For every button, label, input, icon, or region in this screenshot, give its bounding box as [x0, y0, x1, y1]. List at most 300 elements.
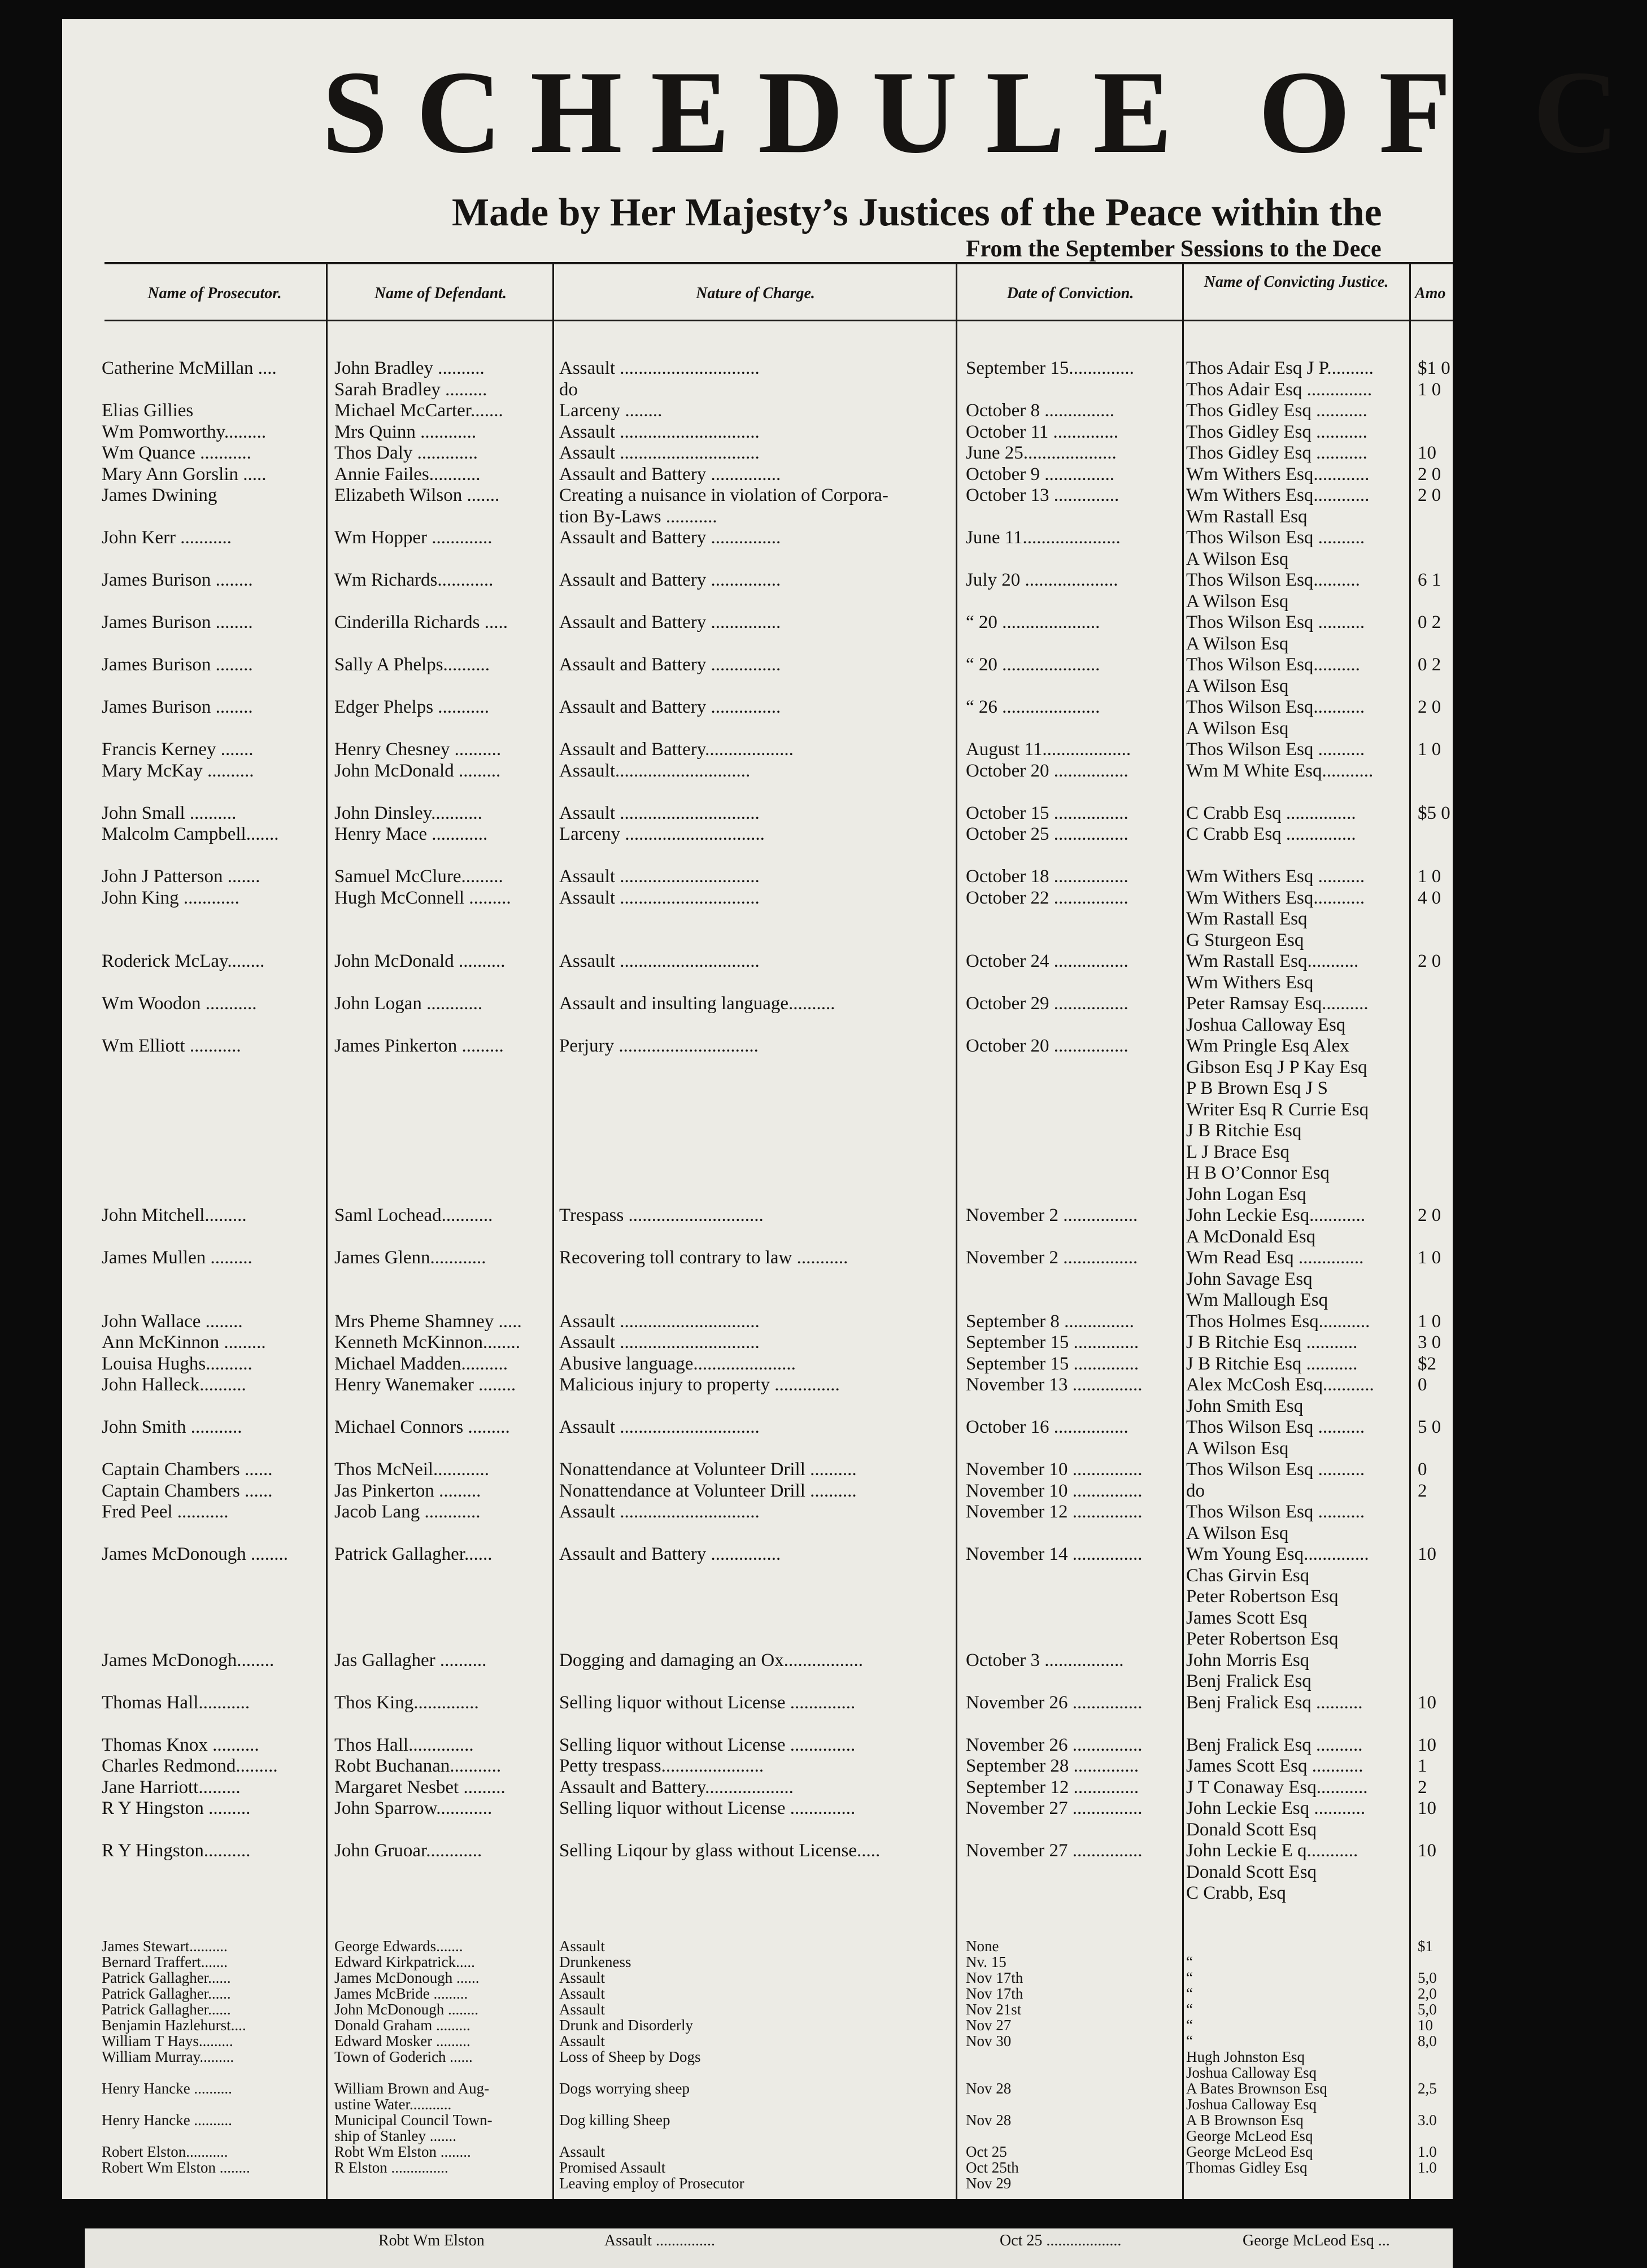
cell-amount: 10	[1418, 443, 1436, 463]
cell-prosecutor: John Mitchell.........	[102, 1205, 247, 1225]
cell-prosecutor: Henry Hancke ..........	[102, 2112, 232, 2129]
cell-prosecutor: Patrick Gallagher......	[102, 1985, 231, 2002]
cell-justice: Chas Girvin Esq	[1186, 1565, 1310, 1586]
cell-defendant: Donald Graham .........	[334, 2017, 470, 2034]
cell-justice: John Smith Esq	[1186, 1395, 1304, 1416]
cell-amount: 0	[1418, 1459, 1427, 1480]
cell-prosecutor: John Smith ...........	[102, 1417, 242, 1437]
cell-justice: Writer Esq R Currie Esq	[1186, 1099, 1369, 1120]
cell-charge: Selling liquor without License ..............	[559, 1798, 856, 1818]
cell-defendant: James McDonough ......	[334, 1969, 480, 1986]
cell-prosecutor: Fred Peel ...........	[102, 1502, 229, 1522]
cell-charge: Larceny ........	[559, 400, 663, 421]
cell-justice: John Savage Esq	[1186, 1268, 1313, 1289]
column-divider	[326, 262, 328, 2199]
cell-charge: Trespass .............................	[559, 1205, 764, 1225]
strip-charge: Assault ...............	[604, 2232, 715, 2249]
cell-justice: Thos Holmes Esq...........	[1186, 1311, 1370, 1332]
cell-date: July 20 ....................	[966, 570, 1118, 590]
cell-prosecutor: Malcolm Campbell.......	[102, 824, 279, 844]
cell-justice: Thos Wilson Esq ..........	[1186, 1459, 1365, 1480]
cell-charge: Assault and Battery...................	[559, 1777, 794, 1798]
cell-charge: Assault	[559, 1985, 605, 2002]
cell-date: October 25 ................	[966, 824, 1128, 844]
cell-justice: John Logan Esq	[1186, 1184, 1306, 1205]
cell-charge: Assault	[559, 2033, 605, 2049]
cell-defendant: Hugh McConnell .........	[334, 887, 511, 908]
cell-defendant: Henry Wanemaker ........	[334, 1375, 516, 1395]
cell-justice: Wm Withers Esq ..........	[1186, 866, 1365, 887]
cell-defendant: Sally A Phelps..........	[334, 655, 490, 675]
cell-amount: 10	[1418, 1692, 1436, 1713]
cell-date: Oct 25	[966, 2143, 1007, 2160]
cell-prosecutor: John Small ..........	[102, 802, 237, 823]
cell-charge: Drunk and Disorderly	[559, 2017, 693, 2034]
cell-charge: Assault and Battery ...............	[559, 527, 781, 548]
cell-justice: P B Brown Esq J S	[1186, 1078, 1328, 1098]
cell-charge: Dogs worrying sheep	[559, 2080, 690, 2097]
cell-justice: Wm Rastall Esq	[1186, 506, 1308, 527]
cell-defendant: Michael Madden..........	[334, 1353, 508, 1374]
cell-amount: $5 0	[1418, 802, 1450, 823]
cell-defendant: Sarah Bradley .........	[334, 379, 487, 400]
cell-date: November 27 ...............	[966, 1798, 1143, 1818]
header-defendant: Name of Defendant.	[374, 285, 507, 302]
page-subtitle: Made by Her Majesty’s Justices of the Peace within the	[452, 191, 1382, 234]
cell-justice: Thos Wilson Esq ..........	[1186, 527, 1365, 548]
cell-justice: Joshua Calloway Esq	[1186, 1014, 1346, 1035]
cell-prosecutor: Thomas Hall...........	[102, 1692, 250, 1713]
cell-charge: Promised Assault	[559, 2159, 666, 2176]
cell-charge: tion By-Laws ...........	[559, 506, 717, 527]
cell-defendant: Margaret Nesbet .........	[334, 1777, 506, 1798]
cell-date: “ 20 .....................	[966, 612, 1100, 633]
cell-defendant: Cinderilla Richards .....	[334, 612, 508, 633]
cell-charge: Assault	[559, 2001, 605, 2018]
page-title: SCHEDULE OF C	[322, 47, 1647, 178]
cell-charge: Perjury ..............................	[559, 1036, 759, 1056]
cell-prosecutor: R Y Hingston .........	[102, 1798, 251, 1818]
cell-charge: Assault and Battery ...............	[559, 570, 781, 590]
cell-amount: 2 0	[1418, 1205, 1441, 1225]
cell-charge: Selling liquor without License ..............	[559, 1692, 856, 1713]
cell-justice: G Sturgeon Esq	[1186, 930, 1304, 950]
cell-defendant: Henry Mace ............	[334, 824, 488, 844]
cell-prosecutor: Catherine McMillan ....	[102, 358, 277, 378]
cell-justice: “	[1186, 1953, 1193, 1970]
cell-defendant: Saml Lochead...........	[334, 1205, 493, 1225]
cell-justice: Wm Read Esq ..............	[1186, 1248, 1364, 1268]
cell-amount: 10	[1418, 1798, 1436, 1818]
cell-date: “ 20 .....................	[966, 655, 1100, 675]
cell-date: Nov 30	[966, 2033, 1012, 2049]
cell-charge: Assault ..............................	[559, 443, 760, 463]
cell-justice: H B O’Connor Esq	[1186, 1163, 1330, 1183]
cell-justice: A McDonald Esq	[1186, 1226, 1316, 1247]
cell-defendant: Edger Phelps ...........	[334, 697, 490, 717]
cell-defendant: Thos King..............	[334, 1692, 479, 1713]
header-justice: Name of Convicting Justice.	[1204, 273, 1389, 291]
cell-date: Nov 28	[966, 2112, 1012, 2129]
cell-justice: Thos Wilson Esq...........	[1186, 697, 1365, 717]
cell-prosecutor: Elias Gillies	[102, 400, 194, 421]
cell-date: October 18 ................	[966, 866, 1128, 887]
cell-prosecutor: James McDonough ........	[102, 1544, 288, 1564]
cell-justice: Thos Wilson Esq..........	[1186, 570, 1360, 590]
cell-defendant: Edward Mosker .........	[334, 2033, 470, 2049]
cell-amount: 2 0	[1418, 951, 1441, 971]
cell-prosecutor: James Dwining	[102, 485, 217, 505]
cell-defendant: Patrick Gallagher......	[334, 1544, 493, 1564]
cell-charge: Assault.............................	[559, 760, 751, 781]
cell-justice: Donald Scott Esq	[1186, 1819, 1317, 1840]
cell-justice: “	[1186, 1969, 1193, 1986]
cell-charge: Selling liquor without License ..............	[559, 1734, 856, 1755]
cell-amount: 6 1	[1418, 570, 1441, 590]
cell-date: Nov 17th	[966, 1969, 1023, 1986]
cell-defendant: Kenneth McKinnon........	[334, 1332, 521, 1353]
cell-defendant: Jas Pinkerton .........	[334, 1480, 481, 1501]
cell-justice: John Morris Esq	[1186, 1650, 1310, 1671]
cell-justice: Benj Fralick Esq ..........	[1186, 1734, 1363, 1755]
strip-defendant: Robt Wm Elston	[378, 2232, 485, 2249]
cell-date: November 27 ...............	[966, 1840, 1143, 1861]
cell-charge: Assault ..............................	[559, 421, 760, 442]
cell-charge: Nonattendance at Volunteer Drill ..........	[559, 1480, 857, 1501]
cell-prosecutor: Patrick Gallagher......	[102, 2001, 231, 2018]
cell-defendant: Municipal Council Town-	[334, 2112, 493, 2129]
cell-date: November 26 ...............	[966, 1734, 1143, 1755]
cell-prosecutor: James Stewart..........	[102, 1938, 228, 1955]
cell-justice: J B Ritchie Esq	[1186, 1120, 1302, 1141]
cell-date: November 2 ................	[966, 1205, 1138, 1225]
cell-charge: Assault ..............................	[559, 951, 760, 971]
cell-prosecutor: Wm Quance ...........	[102, 443, 251, 463]
cell-prosecutor: Captain Chambers ......	[102, 1480, 273, 1501]
cell-charge: Abusive language......................	[559, 1353, 796, 1374]
cell-justice: Wm Withers Esq............	[1186, 485, 1370, 505]
cell-charge: Assault	[559, 1938, 605, 1955]
cell-charge: Assault and insulting language..........	[559, 993, 835, 1014]
cell-justice: J B Ritchie Esq ...........	[1186, 1353, 1358, 1374]
cell-amount: 10	[1418, 1734, 1436, 1755]
cell-charge: Dogging and damaging an Ox.................	[559, 1650, 864, 1671]
cell-amount: 2 0	[1418, 464, 1441, 485]
cell-justice: Thos Gidley Esq ...........	[1186, 400, 1367, 421]
cell-charge: Assault ..............................	[559, 1332, 760, 1353]
cell-amount: 3.0	[1418, 2112, 1437, 2129]
cell-justice: Hugh Johnston Esq	[1186, 2048, 1305, 2065]
cell-date: Nov 29	[966, 2175, 1012, 2192]
cell-date: Nov 28	[966, 2080, 1012, 2097]
cell-amount: 2,5	[1418, 2080, 1437, 2097]
cell-defendant: Robt Buchanan...........	[334, 1756, 502, 1776]
cell-date: September 8 ...............	[966, 1311, 1134, 1332]
cell-amount: 2 0	[1418, 485, 1441, 505]
cell-justice: John Leckie E q...........	[1186, 1840, 1358, 1861]
cell-justice: Thos Wilson Esq ..........	[1186, 1417, 1365, 1437]
cell-date: October 24 ................	[966, 951, 1128, 971]
cell-prosecutor: John Wallace ........	[102, 1311, 243, 1332]
cell-defendant: Henry Chesney ..........	[334, 739, 502, 760]
cell-justice: Wm M White Esq...........	[1186, 760, 1374, 781]
cell-amount: 10	[1418, 2017, 1433, 2034]
cell-justice: C Crabb, Esq	[1186, 1883, 1286, 1903]
cell-justice: Wm Pringle Esq Alex	[1186, 1036, 1349, 1056]
cell-charge: Assault and Battery ...............	[559, 655, 781, 675]
cell-date: None	[966, 1938, 999, 1955]
cell-amount: 1 0	[1418, 1311, 1441, 1332]
cell-prosecutor: Captain Chambers ......	[102, 1459, 273, 1480]
cell-justice: A Wilson Esq	[1186, 548, 1289, 569]
cell-defendant: James Glenn............	[334, 1248, 486, 1268]
cell-charge: Larceny ..............................	[559, 824, 765, 844]
cell-amount: 4 0	[1418, 887, 1441, 908]
cell-date: October 22 ................	[966, 887, 1128, 908]
cell-charge: Assault ..............................	[559, 1502, 760, 1522]
cell-charge: Dog killing Sheep	[559, 2112, 670, 2129]
cell-justice: Wm Withers Esq............	[1186, 464, 1370, 485]
cell-charge: Assault and Battery ...............	[559, 464, 781, 485]
cell-justice: Wm Mallough Esq	[1186, 1290, 1328, 1310]
next-page-strip	[85, 2228, 1453, 2268]
cell-justice: Thos Gidley Esq ...........	[1186, 443, 1367, 463]
cell-justice: Joshua Calloway Esq	[1186, 2064, 1317, 2081]
header-date: Date of Conviction.	[1006, 285, 1134, 302]
cell-prosecutor: Wm Woodon ...........	[102, 993, 257, 1014]
cell-justice: Thos Wilson Esq ..........	[1186, 739, 1365, 760]
cell-justice: L J Brace Esq	[1186, 1141, 1289, 1162]
cell-charge: Assault and Battery...................	[559, 739, 794, 760]
cell-justice: Thos Adair Esq ..............	[1186, 379, 1372, 400]
period-line: From the September Sessions to the Dece	[966, 236, 1382, 262]
cell-amount: 1 0	[1418, 1248, 1441, 1268]
cell-justice: J T Conaway Esq...........	[1186, 1777, 1368, 1798]
cell-prosecutor: Thomas Knox ..........	[102, 1734, 259, 1755]
cell-defendant: Town of Goderich ......	[334, 2048, 473, 2065]
cell-amount: 3 0	[1418, 1332, 1441, 1353]
cell-defendant: James Pinkerton .........	[334, 1036, 504, 1056]
cell-amount: 10	[1418, 1840, 1436, 1861]
cell-amount: 1 0	[1418, 379, 1441, 400]
cell-date: Oct 25th	[966, 2159, 1019, 2176]
cell-prosecutor: Robert Elston...........	[102, 2143, 228, 2160]
column-divider	[1182, 262, 1184, 2199]
cell-date: Nov 21st	[966, 2001, 1022, 2018]
cell-prosecutor: James Mullen .........	[102, 1248, 252, 1268]
cell-prosecutor: James Burison ........	[102, 655, 253, 675]
cell-justice: A Wilson Esq	[1186, 718, 1289, 739]
cell-defendant: ship of Stanley .......	[334, 2127, 456, 2144]
cell-amount: $1	[1418, 1938, 1433, 1955]
cell-prosecutor: John J Patterson .......	[102, 866, 260, 887]
cell-amount: 1.0	[1418, 2143, 1437, 2160]
cell-defendant: R Elston ...............	[334, 2159, 448, 2176]
cell-defendant: Mrs Quinn ............	[334, 421, 477, 442]
cell-justice: A Wilson Esq	[1186, 633, 1289, 654]
cell-justice: A Bates Brownson Esq	[1186, 2080, 1327, 2097]
cell-date: September 15 ..............	[966, 1353, 1139, 1374]
cell-amount: 2 0	[1418, 697, 1441, 717]
cell-date: June 11.....................	[966, 527, 1121, 548]
cell-amount: 5,0	[1418, 1969, 1437, 1986]
cell-defendant: John McDonald .........	[334, 760, 501, 781]
cell-prosecutor: William Murray.........	[102, 2048, 234, 2065]
cell-prosecutor: John Halleck..........	[102, 1375, 246, 1395]
cell-amount: 2,0	[1418, 1985, 1437, 2002]
cell-amount: $1 0	[1418, 358, 1450, 378]
cell-prosecutor: R Y Hingston..........	[102, 1840, 251, 1861]
cell-date: October 11 ..............	[966, 421, 1119, 442]
cell-amount: 2	[1418, 1480, 1427, 1501]
cell-charge: Nonattendance at Volunteer Drill ..........	[559, 1459, 857, 1480]
cell-date: “ 26 .....................	[966, 697, 1100, 717]
cell-charge: Assault ..............................	[559, 358, 760, 378]
cell-justice: do	[1186, 1480, 1205, 1501]
cell-justice: Thos Wilson Esq ..........	[1186, 1502, 1365, 1522]
cell-justice: Donald Scott Esq	[1186, 1861, 1317, 1882]
cell-date: November 13 ...............	[966, 1375, 1143, 1395]
cell-defendant: John McDonald ..........	[334, 951, 506, 971]
cell-charge: Creating a nuisance in violation of Corpora-	[559, 485, 888, 505]
cell-date: Nv. 15	[966, 1953, 1006, 1970]
cell-prosecutor: Henry Hancke ..........	[102, 2080, 232, 2097]
cell-justice: Wm Young Esq..............	[1186, 1544, 1369, 1564]
cell-prosecutor: Patrick Gallagher......	[102, 1969, 231, 1986]
cell-defendant: Wm Richards............	[334, 570, 494, 590]
cell-date: October 8 ...............	[966, 400, 1115, 421]
cell-defendant: Thos McNeil............	[334, 1459, 490, 1480]
header-prosecutor: Name of Prosecutor.	[147, 285, 282, 302]
cell-justice: Thomas Gidley Esq	[1186, 2159, 1308, 2176]
cell-defendant: Edward Kirkpatrick.....	[334, 1953, 475, 1970]
cell-charge: Assault ..............................	[559, 887, 760, 908]
cell-defendant: John Gruoar............	[334, 1840, 482, 1861]
cell-prosecutor: William T Hays.........	[102, 2033, 233, 2049]
cell-defendant: Samuel McClure.........	[334, 866, 503, 887]
cell-amount: 8,0	[1418, 2033, 1437, 2049]
cell-date: September 15..............	[966, 358, 1134, 378]
cell-defendant: Thos Daly .............	[334, 443, 478, 463]
column-divider	[956, 262, 957, 2199]
cell-justice: Benj Fralick Esq	[1186, 1671, 1312, 1691]
cell-prosecutor: James McDonogh........	[102, 1650, 274, 1671]
cell-justice: James Scott Esq ...........	[1186, 1756, 1363, 1776]
cell-prosecutor: Charles Redmond.........	[102, 1756, 278, 1776]
cell-prosecutor: Louisa Hughs..........	[102, 1353, 252, 1374]
cell-amount: 1 0	[1418, 739, 1441, 760]
cell-justice: A Wilson Esq	[1186, 591, 1289, 612]
cell-justice: A Wilson Esq	[1186, 1438, 1289, 1459]
cell-justice: A B Brownson Esq	[1186, 2112, 1304, 2129]
cell-prosecutor: Wm Elliott ...........	[102, 1036, 241, 1056]
cell-amount: 0	[1418, 1375, 1427, 1395]
cell-justice: Peter Robertson Esq	[1186, 1629, 1339, 1649]
cell-justice: J B Ritchie Esq ...........	[1186, 1332, 1358, 1353]
cell-prosecutor: Benjamin Hazlehurst....	[102, 2017, 246, 2034]
cell-charge: Assault	[559, 2143, 605, 2160]
cell-justice: George McLeod Esq	[1186, 2127, 1313, 2144]
cell-defendant: Mrs Pheme Shamney .....	[334, 1311, 522, 1332]
cell-justice: Joshua Calloway Esq	[1186, 2096, 1317, 2113]
cell-justice: James Scott Esq	[1186, 1607, 1308, 1628]
cell-defendant: George Edwards.......	[334, 1938, 463, 1955]
cell-defendant: Wm Hopper .............	[334, 527, 493, 548]
cell-justice: Peter Ramsay Esq..........	[1186, 993, 1369, 1014]
header-rule-bottom	[104, 320, 1453, 321]
cell-date: August 11...................	[966, 739, 1131, 760]
cell-date: October 3 .................	[966, 1650, 1124, 1671]
cell-amount: 2	[1418, 1777, 1427, 1798]
cell-prosecutor: Robert Wm Elston ........	[102, 2159, 250, 2176]
cell-defendant: Jacob Lang ............	[334, 1502, 481, 1522]
cell-amount: $2	[1418, 1353, 1436, 1374]
cell-defendant: Robt Wm Elston ........	[334, 2143, 471, 2160]
cell-prosecutor: Jane Harriott.........	[102, 1777, 241, 1798]
cell-amount: 5,0	[1418, 2001, 1437, 2018]
cell-date: September 12 ..............	[966, 1777, 1139, 1798]
cell-date: November 26 ...............	[966, 1692, 1143, 1713]
cell-date: Nov 17th	[966, 1985, 1023, 2002]
cell-justice: A Wilson Esq	[1186, 675, 1289, 696]
cell-justice: John Leckie Esq............	[1186, 1205, 1366, 1225]
cell-charge: Drunkeness	[559, 1953, 631, 1970]
cell-date: November 12 ...............	[966, 1502, 1143, 1522]
cell-charge: Assault ..............................	[559, 1311, 760, 1332]
cell-charge: Leaving employ of Prosecutor	[559, 2175, 744, 2192]
cell-defendant: John Logan ............	[334, 993, 483, 1014]
cell-justice: C Crabb Esq ...............	[1186, 802, 1356, 823]
cell-justice: “	[1186, 2033, 1193, 2049]
cell-prosecutor: James Burison ........	[102, 612, 253, 633]
cell-amount: 1 0	[1418, 866, 1441, 887]
cell-defendant: Michael Connors .........	[334, 1417, 510, 1437]
cell-justice: Peter Robertson Esq	[1186, 1586, 1339, 1607]
cell-prosecutor: Mary McKay ..........	[102, 760, 254, 781]
cell-justice: Thos Gidley Esq ...........	[1186, 421, 1367, 442]
cell-date: November 10 ...............	[966, 1459, 1143, 1480]
cell-justice: George McLeod Esq	[1186, 2143, 1313, 2160]
strip-date: Oct 25 ...................	[1000, 2232, 1122, 2249]
cell-date: June 25....................	[966, 443, 1117, 463]
cell-justice: “	[1186, 2001, 1193, 2018]
cell-defendant: Elizabeth Wilson .......	[334, 485, 500, 505]
cell-prosecutor: Mary Ann Gorslin .....	[102, 464, 267, 485]
cell-justice: A Wilson Esq	[1186, 1523, 1289, 1543]
cell-defendant: William Brown and Aug-	[334, 2080, 490, 2097]
cell-date: October 20 ................	[966, 1036, 1128, 1056]
cell-charge: Petty trespass......................	[559, 1756, 764, 1776]
cell-prosecutor: Francis Kerney .......	[102, 739, 254, 760]
cell-justice: “	[1186, 2017, 1193, 2034]
cell-date: October 20 ................	[966, 760, 1128, 781]
cell-defendant: John McDonough ........	[334, 2001, 478, 2018]
cell-prosecutor: James Burison ........	[102, 570, 253, 590]
cell-date: October 29 ................	[966, 993, 1128, 1014]
cell-defendant: Jas Gallagher ..........	[334, 1650, 487, 1671]
cell-prosecutor: John King ............	[102, 887, 239, 908]
cell-charge: Assault and Battery ...............	[559, 612, 781, 633]
cell-justice: Thos Wilson Esq ..........	[1186, 612, 1365, 633]
cell-justice: Wm Rastall Esq	[1186, 909, 1308, 929]
cell-defendant: ustine Water...........	[334, 2096, 452, 2113]
header-rule-top	[104, 262, 1453, 264]
cell-justice: Gibson Esq J P Kay Esq	[1186, 1057, 1367, 1078]
cell-date: November 14 ...............	[966, 1544, 1143, 1564]
cell-date: October 15 ................	[966, 802, 1128, 823]
strip-justice: George McLeod Esq ...	[1243, 2232, 1390, 2249]
cell-date: November 2 ................	[966, 1248, 1138, 1268]
